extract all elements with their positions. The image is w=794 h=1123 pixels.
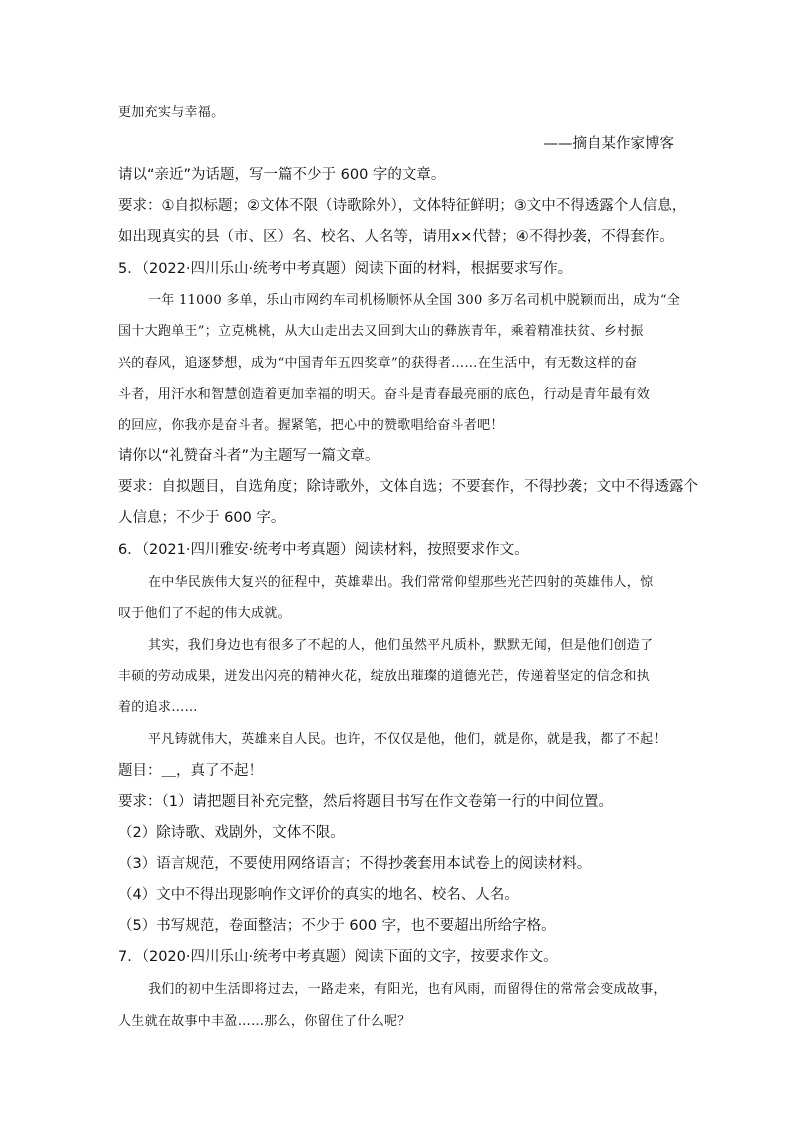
text-line: （5）书写规范，卷面整洁；不少于 600 字，也不要超出所给字格。 (118, 918, 556, 934)
text-line: 要求：（1）请把题目补充完整，然后将题目书写在作文卷第一行的中间位置。 (118, 794, 613, 810)
text-line: 请你以“礼赞奋斗者”为主题写一篇文章。 (118, 448, 380, 464)
text-line: 要求：自拟题目，自选角度；除诗歌外，文体自选；不要套作，不得抄袭；文中不得透露个 (118, 479, 698, 495)
material-line: 国十大跑单王”；立克桃桃，从大山走出去又回到大山的彝族青年，乘着精准扶贫、乡村振 (118, 324, 644, 339)
material-line: 一年 11000 多单，乐山市网约车司机杨顺怀从全国 300 多万名司机中脱颖而出，成为“全 (148, 293, 681, 308)
material-line: 其实，我们身边也有很多了不起的人，他们虽然平凡质朴，默默无闻，但是他们创造了 (148, 638, 654, 653)
text-line: 要求：①自拟标题；②文体不限（诗歌除外），文体特征鲜明；③文中不得透露个人信息， (118, 198, 687, 214)
material-line: 叹于他们了不起的伟大成就。 (118, 606, 291, 621)
material-line: 的回应，你我亦是奋斗者。握紧笔，把心中的赞歌唱给奋斗者吧！ (118, 418, 504, 433)
text-line: 题目：＿，真了不起！ (118, 763, 263, 779)
text-line: （2）除诗歌、戏剧外，文体不限。 (118, 825, 345, 841)
material-line: 斗者，用汗水和智慧创造着更加幸福的明天。奋斗是青春最亮丽的底色，行动是青年最有效 (118, 387, 651, 402)
question-heading: 7．（2020·四川乐山·统考中考真题）阅读下面的文字，按要求作文。 (118, 949, 558, 965)
material-line: 我们的初中生活即将过去，一路走来，有阳光，也有风雨，而留得住的常常会变成故事， (148, 982, 667, 997)
text-line: 人信息；不少于 600 字。 (118, 510, 286, 526)
text-line: 请以“亲近”为话题，写一篇不少于 600 字的文章。 (118, 167, 446, 183)
material-line: 人生就在故事中丰盈……那么，你留住了什么呢？ (118, 1014, 411, 1029)
source-attribution: ——摘自某作家博客 (543, 136, 674, 152)
material-line: 着的追求…… (118, 700, 198, 715)
text-line: （3）语言规范，不要使用网络语言；不得抄袭套用本试卷上的阅读材料。 (118, 856, 592, 872)
text-line: 如出现真实的县（市、区）名、校名、人名等，请用x×代替；④不得抄袭，不得套作。 (118, 229, 674, 245)
material-line: 平凡铸就伟大，英雄来自人民。也许，不仅仅是他，他们，就是你，就是我，都了不起！ (148, 732, 667, 747)
material-line: 兴的春风，追逐梦想，成为“中国青年五四奖章”的获得者……在生活中，有无数这样的奋 (118, 356, 638, 371)
material-line: 在中华民族伟大复兴的征程中，英雄辈出。我们常常仰望那些光芒四射的英雄伟人，惊 (148, 575, 654, 590)
material-line: 丰硕的劳动成果，迸发出闪亮的精神火花，绽放出璀璨的道德光芒，传递着坚定的信念和执 (118, 669, 651, 684)
question-heading: 6．（2021·四川雅安·统考中考真题）阅读材料，按照要求作文。 (118, 542, 529, 558)
question-heading: 5．（2022·四川乐山·统考中考真题）阅读下面的材料，根据要求写作。 (118, 261, 573, 277)
text-line: 更加充实与幸福。 (118, 105, 225, 120)
text-line: （4）文中不得出现影响作文评价的真实的地名、校名、人名。 (118, 887, 519, 903)
